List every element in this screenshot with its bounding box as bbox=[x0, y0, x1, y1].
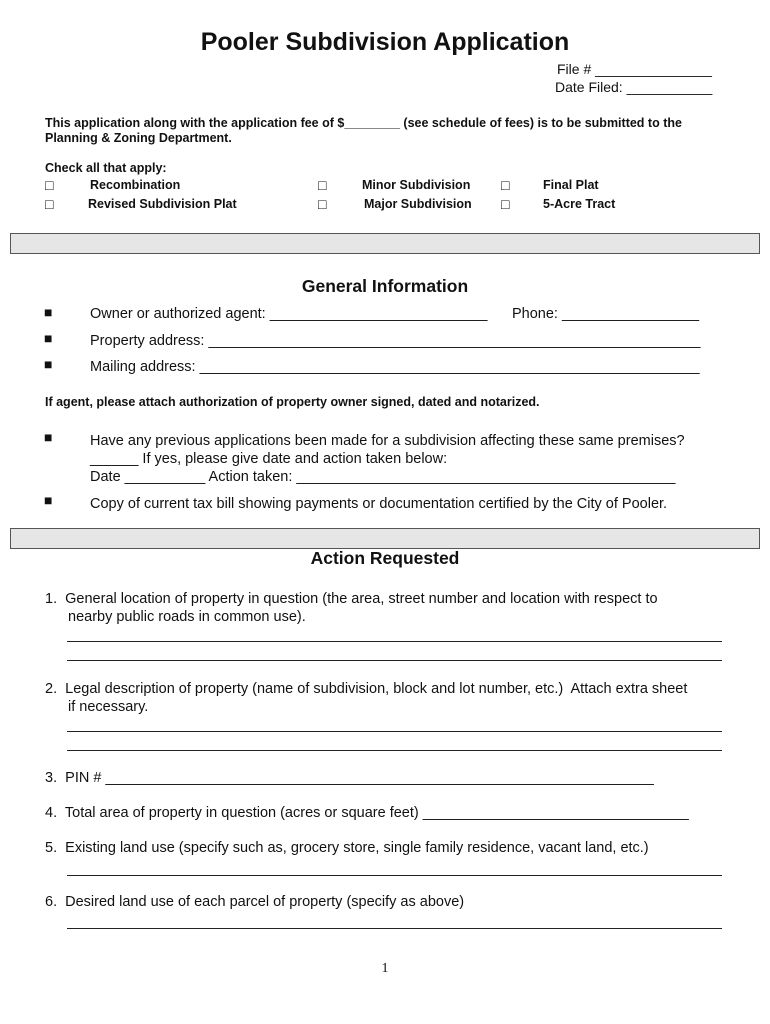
previous-applications-question: Have any previous applications been made for a subdivision affecting these same premises? bbox=[90, 433, 685, 449]
option-label: Revised Subdivision Plat bbox=[88, 197, 237, 211]
section-divider bbox=[10, 528, 760, 549]
bullet-icon: ■ bbox=[44, 304, 53, 320]
question-1-cont: nearby public roads in common use). bbox=[68, 609, 306, 625]
checkbox-major-subdivision[interactable]: □ bbox=[318, 196, 327, 212]
option-label: Final Plat bbox=[543, 178, 599, 192]
file-number-field[interactable]: File # _______________ bbox=[557, 61, 712, 77]
question-6: 6. Desired land use of each parcel of property (specify as above) bbox=[45, 894, 465, 910]
previous-applications-answer[interactable]: ______ If yes, please give date and action taken below: bbox=[90, 451, 448, 467]
checkbox-revised-plat[interactable]: □ bbox=[45, 196, 54, 212]
checkbox-recombination[interactable]: □ bbox=[45, 177, 54, 193]
check-heading: Check all that apply: bbox=[45, 161, 167, 175]
question-2: 2. Legal description of property (name of subdivision, block and lot number, etc.) Attach extra sheet bbox=[45, 681, 688, 697]
owner-field[interactable]: Owner or authorized agent: ___________________________ bbox=[90, 306, 488, 322]
answer-line-6[interactable] bbox=[67, 928, 722, 929]
tax-bill-item: Copy of current tax bill showing payments or documentation certified by the City of Pooler. bbox=[90, 496, 668, 512]
bullet-icon: ■ bbox=[44, 429, 53, 445]
bullet-icon: ■ bbox=[44, 330, 53, 346]
answer-line-5[interactable] bbox=[67, 875, 722, 876]
total-area-field[interactable]: 4. Total area of property in question (acres or square feet) _________________________________ bbox=[45, 805, 689, 821]
bullet-icon: ■ bbox=[44, 492, 53, 508]
checkbox-final-plat[interactable]: □ bbox=[501, 177, 510, 193]
section-divider bbox=[10, 233, 760, 254]
previous-applications-date[interactable]: Date __________ Action taken: _______________________________________________ bbox=[90, 469, 676, 485]
page-title: Pooler Subdivision Application bbox=[200, 28, 570, 56]
answer-line-1[interactable] bbox=[67, 641, 722, 642]
page-number: 1 bbox=[381, 961, 389, 976]
mailing-address-field[interactable]: Mailing address: ______________________________________________________________ bbox=[90, 359, 700, 375]
general-info-heading: General Information bbox=[301, 276, 469, 296]
question-2-cont: if necessary. bbox=[68, 699, 149, 715]
action-requested-heading: Action Requested bbox=[310, 548, 460, 568]
checkbox-five-acre[interactable]: □ bbox=[501, 196, 510, 212]
option-label: Major Subdivision bbox=[364, 197, 472, 211]
date-filed-field[interactable]: Date Filed: ___________ bbox=[555, 79, 713, 95]
question-1: 1. General location of property in question (the area, street number and location with respect to bbox=[45, 591, 658, 607]
intro-text: This application along with the application fee of $________ (see schedule of fees) is to be submitted to the bbox=[45, 116, 682, 130]
answer-line-2[interactable] bbox=[67, 750, 722, 751]
option-label: 5-Acre Tract bbox=[543, 197, 616, 211]
answer-line-1[interactable] bbox=[67, 660, 722, 661]
answer-line-2[interactable] bbox=[67, 731, 722, 732]
option-label: Recombination bbox=[90, 178, 181, 192]
bullet-icon: ■ bbox=[44, 356, 53, 372]
checkbox-minor-subdivision[interactable]: □ bbox=[318, 177, 327, 193]
phone-field[interactable]: Phone: _________________ bbox=[512, 306, 700, 322]
intro-text: Planning & Zoning Department. bbox=[45, 131, 232, 145]
property-address-field[interactable]: Property address: _____________________________________________________________ bbox=[90, 333, 701, 349]
question-5: 5. Existing land use (specify such as, grocery store, single family residence, vacant land, etc.) bbox=[45, 840, 649, 856]
option-label: Minor Subdivision bbox=[362, 178, 471, 192]
agent-note: If agent, please attach authorization of property owner signed, dated and notarized. bbox=[45, 395, 540, 409]
pin-field[interactable]: 3. PIN # ____________________________________________________________________ bbox=[45, 770, 654, 786]
